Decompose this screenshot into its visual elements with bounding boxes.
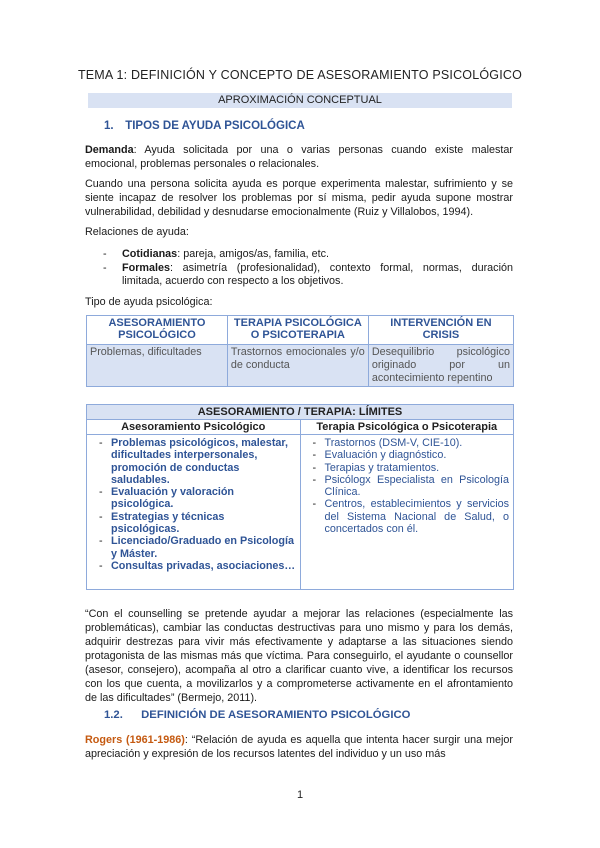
section-band: APROXIMACIÓN CONCEPTUAL (88, 93, 512, 108)
section-heading-1 (104, 120, 305, 132)
table-row (87, 345, 514, 387)
therapy-limits-cell (300, 435, 514, 590)
section-number: 1. (104, 120, 114, 132)
section-title: TIPOS DE AYUDA PSICOLÓGICA (125, 120, 305, 132)
term-demanda: Demanda (85, 144, 134, 156)
table-header-cell: INTERVENCIÓN EN CRISIS (368, 316, 513, 345)
author-citation: Rogers (1961-1986) (85, 734, 185, 746)
table-header-row (87, 420, 514, 435)
paragraph-malestar: Cuando una persona solicita ayuda es porque experimenta malestar, sufrimiento y se siente incapaz de resolver los problemas por sí misma, pedir ayuda supone mostrar vulnerabilidad, debilidad y desnudarse emocionalmente (Ruiz y Villalobos, 1994). (85, 178, 513, 218)
section-title: DEFINICIÓN DE ASESORAMIENTO PSICOLÓGICO (141, 709, 411, 721)
definition-formales: : asimetría (profesionalidad), contexto formal, normas, duración limitada, acuerdo con respecto a los objetivos. (122, 261, 513, 287)
counseling-limits-cell (87, 435, 301, 590)
section-number: 1.2. (104, 709, 123, 721)
list-item: - Licenciado/Graduado en Psicología y Máster. (91, 535, 296, 560)
help-types-table (86, 315, 514, 387)
list-item: - Psicólogx Especialista en Psicología Clínica. (305, 474, 510, 499)
paragraph-demanda (85, 143, 513, 171)
table-title-row (87, 405, 514, 420)
term-cotidianas: Cotidianas (122, 248, 178, 260)
table-title: ASESORAMIENTO / TERAPIA: LÍMITES (87, 405, 514, 420)
list-item (85, 262, 513, 289)
section-heading-2 (104, 709, 410, 721)
definition-demanda: : Ayuda solicitada por una o varias personas cuando existe malestar emocional, problemas personales o relacionales. (85, 144, 513, 170)
list-item: - Evaluación y diagnóstico. (305, 449, 510, 461)
list-item: - Estrategias y técnicas psicológicas. (91, 511, 296, 536)
table-cell: Problemas, dificultades (87, 345, 228, 387)
list-item: - Evaluación y valoración psicológica. (91, 486, 296, 511)
table-header-cell: ASESORAMIENTO PSICOLÓGICO (87, 316, 228, 345)
definition-text: : “Relación de ayuda es aquella que intenta hacer surgir una mejor apreciación y expresión de los recursos latentes del individuo y un uso más (85, 734, 513, 760)
counseling-list (91, 437, 296, 572)
list-item: - Consultas privadas, asociaciones… (91, 560, 296, 572)
definition-cotidianas: : pareja, amigos/as, familia, etc. (177, 248, 330, 260)
table-row (87, 435, 514, 590)
list-item: - Terapias y tratamientos. (305, 462, 510, 474)
rogers-definition (85, 733, 513, 761)
list-item: - Centros, establecimientos y servicios del Sistema Nacional de Salud, o concertados con él. (305, 498, 510, 535)
paragraph-tipo: Tipo de ayuda psicológica: (85, 296, 213, 308)
relations-list (85, 248, 513, 289)
document-title: TEMA 1: DEFINICIÓN Y CONCEPTO DE ASESORAMIENTO PSICOLÓGICO (77, 68, 523, 82)
counselling-quote: “Con el counselling se pretende ayudar a mejorar las relaciones (especialmente las problemáticas), cambiar las conductas destructivas para uno mismo y para los demás, adquirir destrezas para vivir más efectivamente y adaptarse a las situaciones siendo protagonista de las mismas más que víctima. Para conseguirlo, el ayudante o counsellor (asesor, consejero), acompaña al otro a clarificar cuanto vive, a identificar los recursos con los que cuenta, a movilizarlos y a comprometerse activamente en el afrontamiento de las dificultades” (Bermejo, 2011). (85, 608, 513, 704)
table-cell: Trastornos emocionales y/o de conducta (227, 345, 368, 387)
list-item: - Trastornos (DSM-V, CIE-10). (305, 437, 510, 449)
table-cell: Desequilibrio psicológico originado por un acontecimiento repentino (368, 345, 513, 387)
limits-table (86, 404, 514, 590)
list-item (85, 248, 513, 262)
table-header-cell: Asesoramiento Psicológico (87, 420, 301, 435)
term-formales: Formales (122, 261, 171, 274)
table-header-cell: TERAPIA PSICOLÓGICA O PSICOTERAPIA (227, 316, 368, 345)
table-header-row (87, 316, 514, 345)
list-item: - Problemas psicológicos, malestar, dificultades interpersonales, promoción de conductas saludables. (91, 437, 296, 486)
table-header-cell: Terapia Psicológica o Psicoterapia (300, 420, 514, 435)
page-number: 1 (296, 789, 304, 801)
therapy-list (305, 437, 510, 535)
paragraph-relaciones: Relaciones de ayuda: (85, 226, 189, 238)
